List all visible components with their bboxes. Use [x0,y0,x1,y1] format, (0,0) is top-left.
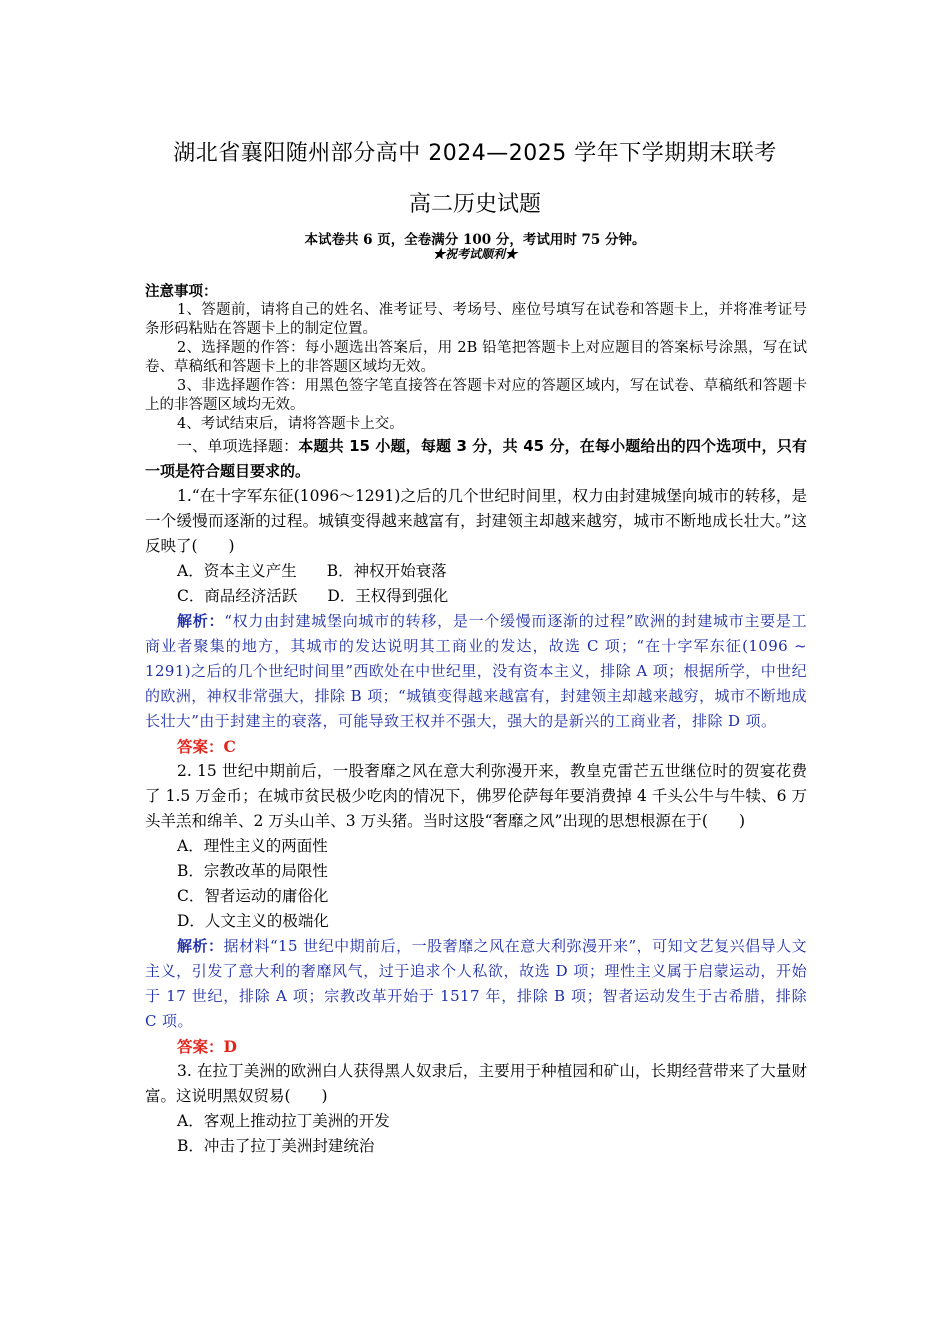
notice-heading: 注意事项： [145,283,218,300]
section-prefix: 一、单项选择题： [177,437,299,455]
notice-item: 4、考试结束后，请将答题卡上交。 [177,416,404,432]
option-a: A．客观上推动拉丁美洲的开发 [177,1112,390,1130]
option-c: C．商品经济活跃 [177,587,298,605]
exam-slogan: ★祝考试顺利★ [432,247,517,261]
exam-title: 湖北省襄阳随州部分高中 2024—2025 学年下学期期末联考 [173,141,777,166]
analysis-label: 解析： [177,612,225,630]
option-d: D．人文主义的极端化 [177,912,329,930]
section-heading [145,434,807,484]
question-1-stem: 1.“在十字军东征(1096～1291)之后的几个世纪时间里，权力由封建城堡向城市的转移，是一个缓慢而逐渐的过程。城镇变得越来越富有，封建领主却越来越穷，城市不断地成长壮大。”这反映了( ) [145,487,807,555]
question-2-stem: 2. 15 世纪中期前后，一股奢靡之风在意大利弥漫开来，教皇克雷芒五世继位时的贺宴花费了 1.5 万金币；在城市贫民极少吃肉的情况下，佛罗伦萨每年要消费掉 4 千头公牛与牛犊、6 万头羊羔和绵羊、2 万头山羊、3 万头猪。当时这股“奢靡之风”出现的思想根源在于( ) [145,762,807,830]
question-1-answer: 答案：C [177,737,236,756]
exam-body [145,282,807,1159]
notice-item: 3、非选择题作答：用黑色签字笔直接答在答题卡对应的答题区域内，写在试卷、草稿纸和答题卡上的非答题区域均无效。 [145,378,807,413]
question-2-answer: 答案：D [177,1037,237,1056]
analysis-text: “权力由封建城堡向城市的转移，是一个缓慢而逐渐的过程”欧洲的封建城市主要是工商业者聚集的地方，其城市的发达说明其工商业的发达，故选 C 项；“在十字军东征(1096 ~ 1291)之后的几个世纪时间里”西欧处在中世纪里，没有资本主义，排除 A 项；根据所学，中世纪的欧洲，神权非常强大，排除 B 项；“城镇变得越来越富有，封建领主却越来越穷，城市不断地成长壮大”由于封建主的衰落，可能导致王权并不强大，强大的是新兴的工商业者，排除 D 项。 [145,612,807,730]
notice-item: 2、选择题的作答：每小题选出答案后，用 2B 铅笔把答题卡上对应题目的答案标号涂黑，写在试卷、草稿纸和答题卡上的非答题区域均无效。 [145,340,807,375]
question-3-stem: 3. 在拉丁美洲的欧洲白人获得黑人奴隶后，主要用于种植园和矿山，长期经营带来了大量财富。这说明黑奴贸易( ) [145,1062,807,1105]
option-b: B．冲击了拉丁美洲封建统治 [177,1137,375,1155]
option-b: B．神权开始衰落 [326,562,447,580]
question-2-analysis [145,934,807,1034]
option-c: C．智者运动的庸俗化 [177,887,329,905]
option-b: B．宗教改革的局限性 [177,862,328,880]
exam-info: 本试卷共 6 页，全卷满分 100 分，考试用时 75 分钟。 [304,232,646,248]
option-a: A．资本主义产生 [177,562,297,580]
analysis-label: 解析： [177,937,224,955]
question-1-options-row [145,559,807,584]
question-1-analysis [145,609,807,734]
section-text: 本题共 15 小题，每题 3 分，共 45 分，在每小题给出的四个选项中，只有一项是符合题目要求的。 [145,437,807,480]
notice-block [145,282,807,434]
notice-item: 1、答题前，请将自己的姓名、准考证号、考场号、座位号填写在试卷和答题卡上，并将准考证号条形码粘贴在答题卡上的制定位置。 [145,302,807,337]
analysis-text: 据材料“15 世纪中期前后，一股奢靡之风在意大利弥漫开来”，可知文艺复兴倡导人文主义，引发了意大利的奢靡风气，过于追求个人私欲，故选 D 项；理性主义属于启蒙运动，开始于 17 世纪，排除 A 项；宗教改革开始于 1517 年，排除 B 项；智者运动发生于古希腊，排除 C 项。 [145,937,807,1030]
question-1-options-row [145,584,807,609]
exam-subtitle: 高二历史试题 [408,192,541,217]
option-a: A．理性主义的两面性 [177,837,328,855]
option-d: D．王权得到强化 [327,587,449,605]
